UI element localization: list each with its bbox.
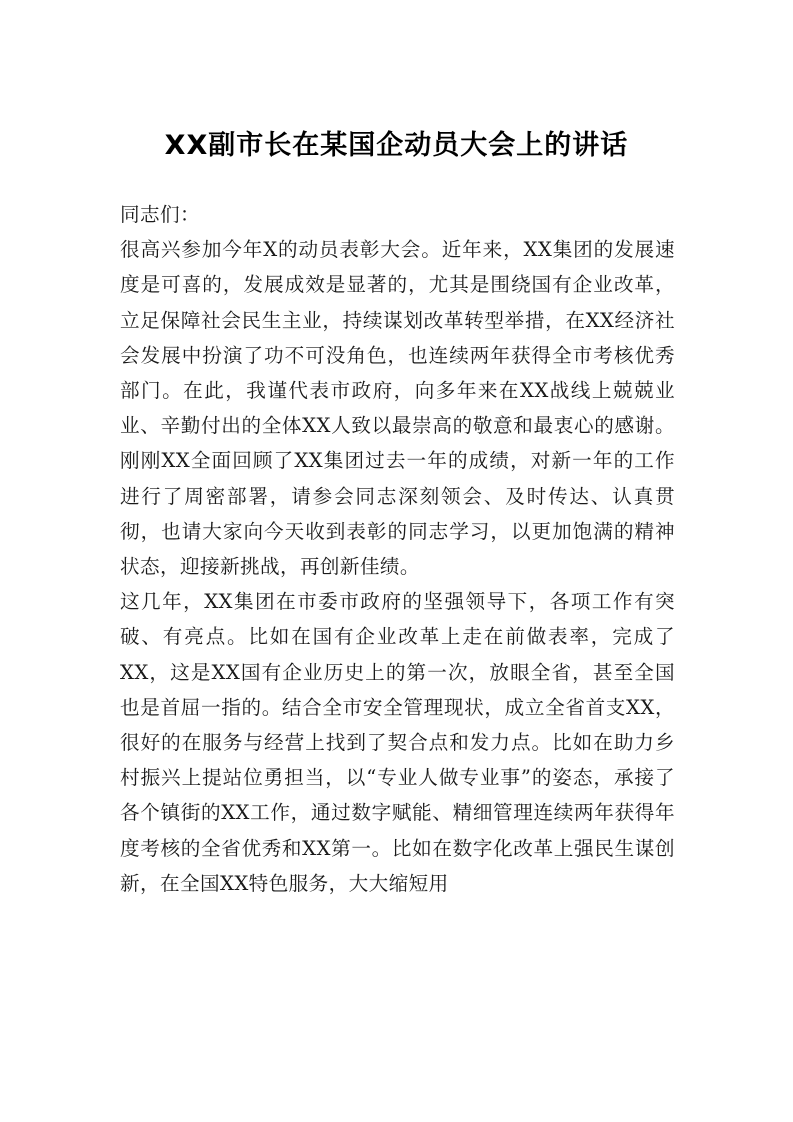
paragraph: 很高兴参加今年X的动员表彰大会。近年来，XX集团的发展速度是可喜的，发展成效是显著的，尤其是围绕国有企业改革，立足保障社会民生主业，持续谋划改革转型举措，在XX经济社会发展中扮演了功不可没角色，也连续两年获得全市考核优秀部门。在此，我谨代表市政府，向多年来在XX战线上兢兢业业、辛勤付出的全体XX人致以最崇高的敬意和最衷心的感谢。刚刚XX全面回顾了XX集团过去一年的成绩，对新一年的工作进行了周密部署，请参会同志深刻领会、及时传达、认真贯彻，也请大家向今天收到表彰的同志学习，以更加饱满的精神状态，迎接新挑战，再创新佳绩。 xyxy=(120,238,675,579)
document-body xyxy=(120,197,675,901)
salutation: 同志们： xyxy=(120,203,200,226)
document-title: XX副市长在某国企动员大会上的讲话 xyxy=(164,130,629,161)
paragraph: 这几年，XX集团在市委市政府的坚强领导下，各项工作有突破、有亮点。比如在国有企业改革上走在前做表率，完成了XX，这是XX国有企业历史上的第一次，放眼全省，甚至全国也是首屈一指的。结合全市安全管理现状，成立全省首支XX，很好的在服务与经营上找到了契合点和发力点。比如在助力乡村振兴上提站位勇担当，以“专业人做专业事”的姿态，承接了各个镇街的XX工作，通过数字赋能、精细管理连续两年获得年度考核的全省优秀和XX第一。比如在数字化改革上强民生谋创新，在全国XX特色服务，大大缩短用 xyxy=(120,590,675,895)
